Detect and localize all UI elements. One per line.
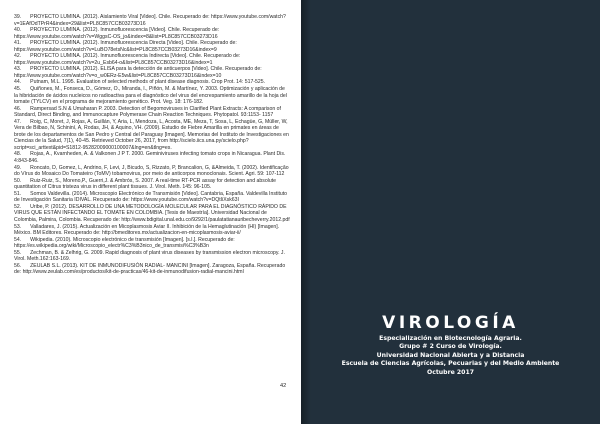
reference-entry (14, 237, 290, 250)
cover-line-program: Especialización en Biotecnología Agraria. (379, 335, 522, 342)
reference-entry (14, 191, 290, 204)
reference-text: Wikipedia. (2010). Microscopio electrónico de transmisión [Imagen]. [s.l.]. Recuperado de: https://es.wikipedia.org/wiki/Microscopio_electr%C3%B3nico_de_transmisi%C3%B3n (14, 236, 235, 250)
reference-number: 43. (14, 66, 22, 73)
reference-entry (14, 263, 290, 276)
cover-info (301, 335, 600, 377)
reference-text: Ruiz-Ruiz, S., Moreno,P., Guerri,J. & Ambrós, S. 2007. A real-time RT-PCR assay for detection and absolute quantitation of Citrus tristeza virus in different plant tissues. J. Virol. Meth. 145: 96-105. (14, 177, 276, 191)
reference-number: 50. (14, 177, 22, 184)
reference-number: 39. (14, 14, 22, 20)
reference-list (14, 14, 290, 276)
reference-entry (14, 53, 290, 66)
reference-entry (14, 224, 290, 237)
reference-number: 48. (14, 151, 22, 158)
reference-number: 42. (14, 53, 22, 60)
reference-number: 46. (14, 105, 22, 112)
reference-number: 56. (14, 262, 22, 269)
cover-line-school: Escuela de Ciencias Agrícolas, Pecuarias y del Medio Ambiente (341, 360, 560, 368)
cover-line-university: Universidad Nacional Abierta y a Distancia (376, 351, 525, 359)
reference-number: 55. (14, 249, 22, 256)
reference-text: Rampersad S.N & Umaharan P. 2003. Detection of Begomoviruses in Clarified Plant Extracts: A comparison of Standard, Direct Binding, and Immunocapture Polymerase Chain Reaction Techniques. Phytopatol. 93:1153- 1157 (14, 105, 281, 119)
reference-text: ZEULAB S.L. (2013). KIT DE INMUNODIFUSIÓN RADIAL- MANCINI [Imagen]. Zaragoza, España. Recuperado de: http://www.zeulab.com/es/productos/kit-de-practicas/46-kit-de-inmunodifusion-radial-mancini.html (14, 262, 286, 276)
reference-entry (14, 178, 290, 191)
right-page-cover (301, 0, 600, 424)
reference-text: Somos Valdevilla. (2014). Microscopio Electrónico de Transmisión [Video]. Cantabria, España. Valdevilla Instituto de Investigación Sanitaria IDIVAL. Recuperado de: https://www.youtube.com/watch?v=DQtIiXsk63I (14, 190, 288, 204)
reference-text: Zechman, B. & Zelhrig, G. 2009. Rapid diagnosis of plant virus diseases by transmission electron microscopy. J. Virol. Meth.162:163-169. (14, 249, 285, 263)
reference-entry (14, 151, 290, 164)
reference-number: 54. (14, 236, 22, 243)
reference-entry (14, 250, 290, 263)
reference-text: Roig, C, Moret, J, Rojas, A, Guillán, Y, Aria, L, Mendoza, L, Acosta, ME, Meza, T, Sosa, L, Echagüe, G, Müller, W, Vera de Bilbao, N, Schininí, A, Rodas, JH, & Aquino, VH. (2009). Estudio de Fiebre Amarilla en primates en áreas de brote de los departamentos de San Pedro y Central del Paraguay [Imagen]. Memorias del Instituto de Investigaciones en Ciencias de la Salud, 7(1), 40-45. Retrieved October 26, 2017, from http://scielo.iics.una.py/scielo.php?script=sci_arttext&pid=S1812-95282009000100007&lng=en&tlng=es. (14, 118, 289, 151)
cover-line-date: Octubre 2017 (427, 368, 474, 376)
reference-number: 47. (14, 118, 22, 125)
reference-text: PROYECTO LUMINA. (2012). Inmunofluorescencia [Video]. Chile. Recuperado de: https://www.youtube.com/watch?v=WggsC-OS_jo&index=8&list=PL8C857CCB03273D16 (14, 27, 220, 40)
reference-entry (14, 14, 290, 27)
reference-text: PROYECTO LUMINA. (2012). Inmunofluorescencia Indirecta [Video]. Chile. Recuperado de: https://www.youtube.com/watch?v=2u_Esb64-o&list=PL8C857CCB03273D16&index=1 (14, 53, 241, 66)
reference-text: Roncato, D, Gomez, L, Andrino, F, Levi, J, Bicudo, S, Rizzato, P, Brancalion, G, &Almeida, T. (2002). Identificação do Vírus do Mosaico Do Tomateiro (ToMV) tobamovirus, por meio de anticorpos monoclonais. Scient. Agri. 59: 107-112 (14, 164, 289, 178)
reference-text: Quiñones, M., Fonseca, D., Gómez, O., Miranda, I., Piñón, M. & Martínez, Y. 2003. Optimización y aplicación de la hibridación de ácidos nucleicos no radioactiva para el diagnóstico del virus del encrespamiento amarillo de la hoja del tomate (TYLCV) en el programa de mejoramiento genético. Prot. Veg. 18: 176-182. (14, 86, 287, 106)
cover-title: VIROLOGÍA (382, 313, 519, 333)
reference-entry (14, 86, 290, 106)
reference-entry (14, 165, 290, 178)
reference-number: 51. (14, 190, 22, 197)
reference-number: 52. (14, 203, 22, 210)
reference-text: Rojas, A., Kvarnheden, A. & Valkonen J P T. 2000. Geminiviruses infecting tomato crops in Nicaragua. Plant Dis. 4:843-846. (14, 151, 286, 165)
reference-text: PROYECTO LUMINA. (2012). ELISA para la detección de anticuerpos [Video]. Chile. Recuperado de: https://www.youtube.com/watch?v=o_w0ERz-E5w&list=PL8C857CCB03273D16&index=10 (14, 66, 262, 79)
reference-number: 44. (14, 79, 22, 86)
reference-entry (14, 40, 290, 53)
reference-entry (14, 119, 290, 152)
reference-entry (14, 27, 290, 40)
reference-number: 53. (14, 223, 22, 230)
reference-number: 49. (14, 164, 22, 171)
reference-entry (14, 204, 290, 224)
reference-text: Uribe, P. (2012). DESARROLLO DE UNA METODOLOGÍA MOLECULAR PARA EL DIAGNÓSTICO RÁPIDO DE VIRUS QUE ESTÁN INFECTANDO EL TOMATE EN COLOMBIA. [Tesis de Maestría]. Universidad Nacional de Colombia, Palmira, Colombia. Recuperado de: http://www.bdigital.unal.edu.co/9292/1/paulatatianauribecheverry.2012.pdf (14, 203, 290, 223)
reference-entry (14, 106, 290, 119)
page-number: 42 (280, 383, 287, 389)
cover-line-group: Grupo # 2 Curso de Virología. (399, 343, 502, 351)
reference-text: Putnam, M.L. 1995. Evaluation of selected methods of plant disease diagnosis. Crop Prot. 14: 517-525. (30, 79, 266, 86)
reference-number: 40. (14, 27, 22, 34)
reference-text: Valladares, J. (2015). Actualización en Micoplasmosis Aviar II. Inhibición de la Hemaglutinación (HI) [Imagen]. México. BM Editores. Recuperado de: http://bmeditores.mx/actualizacion-en-micoplasmosis-aviar-ii/ (14, 223, 280, 237)
reference-text: PROYECTO LUMINA. (2012). Aislamiento Viral [Video]. Chile. Recuperado de: https://www.youtube.com/watch?v=1EAfOdTPrR4&index=29&list=PL8C857CCB03273D16 (14, 14, 286, 27)
reference-number: 45. (14, 86, 22, 93)
reference-number: 41. (14, 40, 22, 47)
reference-entry (14, 66, 290, 79)
reference-text: PROYECTO LUMINA. (2012). Inmunofluorescencia Directa [Video]. Chile. Recuperado de: https://www.youtube.com/watch?v=LuBO78etsNc&list=PL8C857CCB03273D16&index=9 (14, 40, 237, 53)
